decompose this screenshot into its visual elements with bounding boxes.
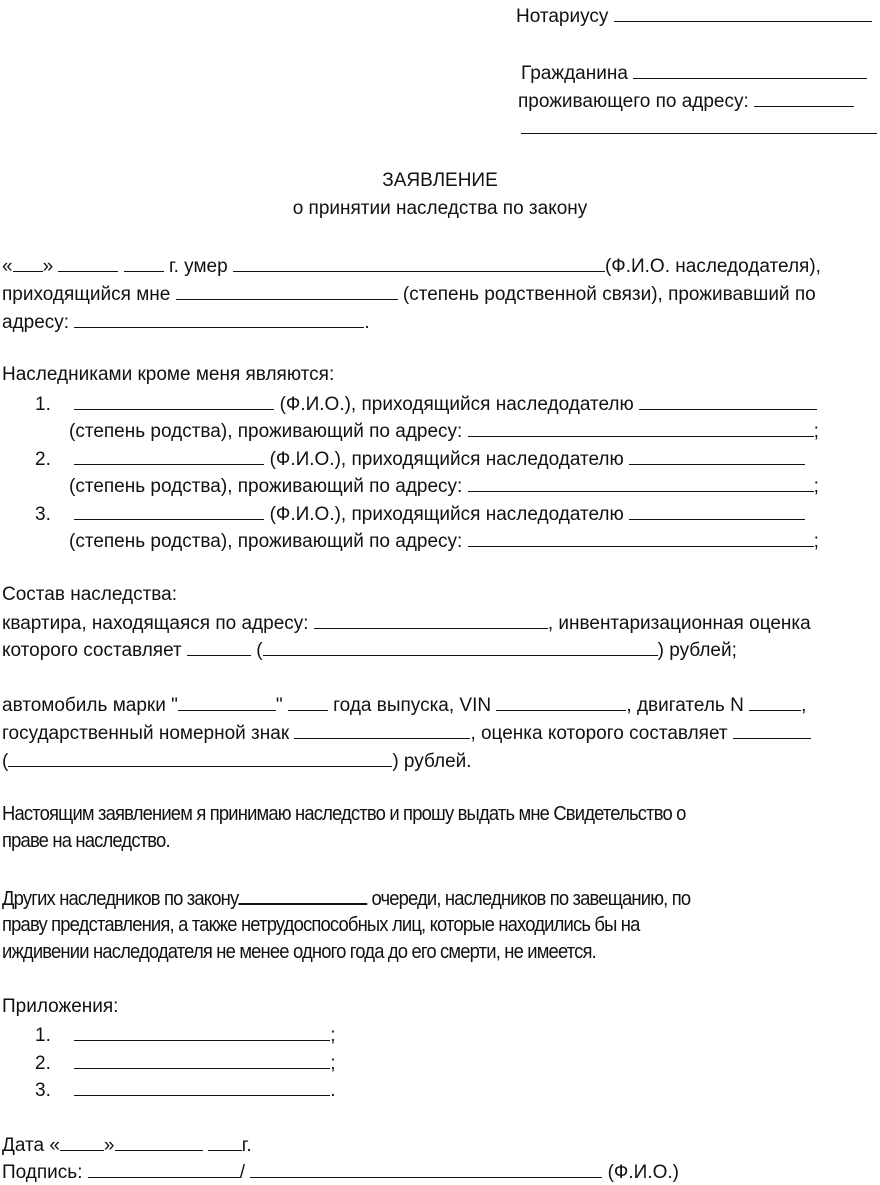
apartment-address-field[interactable] [314, 611, 548, 629]
car-line-2 [2, 721, 811, 743]
estate-heading: Состав наследства: [2, 584, 178, 605]
comma: , [801, 695, 807, 716]
apartment-value-suffix: ) рублей; [657, 640, 737, 661]
attachment-3 [35, 1078, 336, 1100]
car-year-field[interactable] [288, 693, 328, 711]
signer-fio-note: (Ф.И.О.) [607, 1162, 679, 1183]
heir-3-line-2 [69, 529, 819, 551]
relation-note: (степень родственной связи), проживавший по [402, 284, 816, 305]
date-day-field[interactable] [60, 1133, 104, 1151]
semicolon: ; [813, 476, 819, 497]
signature-field[interactable] [88, 1160, 240, 1178]
apartment-value-number-field[interactable] [187, 638, 251, 656]
signature-label: Подпись: [2, 1162, 83, 1183]
car-prefix: автомобиль марки " [2, 695, 178, 716]
car-plate-field[interactable] [294, 721, 470, 739]
heirs-heading: Наследниками кроме меня являются: [2, 364, 335, 385]
others-line-2: праву представления, а также нетрудоспособных лиц, которые находились бы на [2, 914, 640, 936]
car-value-suffix: ) рублей. [392, 751, 472, 772]
list-number: 3. [35, 504, 51, 525]
list-number: 1. [35, 1025, 51, 1046]
apartment-value-words-field[interactable] [263, 638, 658, 656]
quote-close: » [42, 256, 54, 277]
attachments-heading: Приложения: [2, 996, 119, 1017]
death-day-field[interactable] [13, 254, 43, 272]
heir-1-line-2 [69, 419, 819, 441]
year-suffix: г. [241, 1135, 252, 1156]
heir-2-degree-note: (степень родства), проживающий по адресу: [69, 476, 463, 497]
open-paren: ( [256, 640, 263, 661]
heir-3-fio-note: (Ф.И.О.), приходящийся наследодателю [269, 504, 624, 525]
residing-address-field-2[interactable] [521, 116, 877, 134]
heir-1-name-field[interactable] [74, 392, 274, 410]
car-make-field[interactable] [178, 693, 276, 711]
heir-1-fio-note: (Ф.И.О.), приходящийся наследодателю [279, 394, 634, 415]
others-prefix: Других наследников по закону [2, 888, 239, 910]
car-plate-prefix: государственный номерной знак [2, 723, 290, 744]
car-vin-field[interactable] [496, 693, 626, 711]
heir-2-line-2 [69, 474, 819, 496]
car-value-prefix: , оценка которого составляет [470, 723, 728, 744]
intro-line-3 [2, 310, 370, 332]
list-number: 2. [35, 1053, 51, 1074]
residing-address-field[interactable] [754, 89, 854, 107]
car-year-label: года выпуска, VIN [333, 695, 492, 716]
residing-line-2 [521, 116, 877, 138]
heir-2-degree-field[interactable] [629, 447, 805, 465]
attachment-2 [35, 1051, 336, 1073]
list-number: 2. [35, 449, 51, 470]
slash: / [239, 1162, 246, 1183]
death-month-field[interactable] [58, 254, 118, 272]
signer-name-field[interactable] [250, 1160, 602, 1178]
page-title: ЗАЯВЛЕНИЕ [382, 170, 498, 191]
heir-2-name-field[interactable] [74, 447, 264, 465]
heir-1-line-1 [35, 392, 817, 414]
heir-2-line-1 [35, 447, 805, 469]
heir-3-degree-field[interactable] [629, 502, 805, 520]
relation-field[interactable] [176, 282, 398, 300]
semicolon: ; [813, 421, 819, 442]
period: . [330, 1080, 336, 1101]
attachment-1-field[interactable] [74, 1023, 330, 1041]
attachment-2-field[interactable] [74, 1051, 330, 1069]
others-line-1-rest: очереди, наследников по завещанию, по [367, 888, 691, 910]
car-value-number-field[interactable] [733, 721, 811, 739]
relation-prefix: приходящийся мне [2, 284, 171, 305]
residing-label: проживающего по адресу: [518, 91, 749, 112]
car-engine-field[interactable] [749, 693, 801, 711]
quote-close: " [275, 695, 283, 716]
open-paren: ( [2, 751, 9, 772]
semicolon: ; [813, 531, 819, 552]
car-line-1 [2, 693, 806, 715]
heir-1-address-field[interactable] [468, 419, 814, 437]
inheritance-order-field[interactable] [238, 886, 367, 905]
apartment-value-prefix: которого составляет [2, 640, 182, 661]
period: . [364, 312, 370, 333]
date-label: Дата « [2, 1135, 60, 1156]
notary-label: Нотариусу [516, 6, 609, 27]
citizen-label: Гражданина [521, 63, 628, 84]
semicolon: ; [330, 1053, 336, 1074]
quote-open: « [2, 256, 13, 277]
deceased-address-prefix: адресу: [2, 312, 70, 333]
year-suffix: г. умер [169, 256, 228, 277]
citizen-name-field[interactable] [633, 61, 867, 79]
car-line-3 [2, 749, 472, 771]
date-month-field[interactable] [115, 1133, 203, 1151]
deceased-name-field[interactable] [233, 254, 605, 272]
notary-line [516, 4, 872, 26]
list-number: 1. [35, 394, 51, 415]
car-value-words-field[interactable] [8, 749, 392, 767]
apartment-line [2, 611, 811, 633]
heir-2-fio-note: (Ф.И.О.), приходящийся наследодателю [269, 449, 624, 470]
quote-close: » [103, 1135, 115, 1156]
attachment-1 [35, 1023, 336, 1045]
others-line-3: иждивении наследодателя не менее одного года до его смерти, не имеется. [2, 941, 596, 963]
acceptance-line-2: праве на наследство. [2, 830, 170, 852]
attachment-3-field[interactable] [74, 1078, 330, 1096]
semicolon: ; [330, 1025, 336, 1046]
heir-3-address-field[interactable] [468, 529, 814, 547]
heir-1-degree-note: (степень родства), проживающий по адресу: [69, 421, 463, 442]
apartment-value-line [2, 638, 737, 660]
intro-line-2 [2, 282, 816, 304]
list-number: 3. [35, 1080, 51, 1101]
signature-line [2, 1160, 679, 1182]
date-line [2, 1133, 252, 1155]
others-line-1 [2, 886, 690, 908]
heir-3-degree-note: (степень родства), проживающий по адресу: [69, 531, 463, 552]
residing-line [518, 89, 854, 111]
notary-field[interactable] [614, 4, 872, 22]
page-subtitle: о принятии наследства по закону [292, 198, 588, 219]
acceptance-line-1: Настоящим заявлением я принимаю наследство и прошу выдать мне Свидетельство о [2, 803, 686, 825]
heir-3-line-1 [35, 502, 805, 524]
car-engine-label: , двигатель N [626, 695, 744, 716]
citizen-line [521, 61, 867, 83]
apartment-prefix: квартира, находящаяся по адресу: [2, 613, 309, 634]
death-year-field[interactable] [124, 254, 164, 272]
intro-line-1 [2, 254, 821, 276]
apartment-mid: , инвентаризационная оценка [547, 613, 811, 634]
deceased-address-field[interactable] [74, 310, 364, 328]
heir-3-name-field[interactable] [74, 502, 264, 520]
deceased-note: (Ф.И.О. наследодателя), [604, 256, 821, 277]
heir-1-degree-field[interactable] [639, 392, 817, 410]
date-year-field[interactable] [208, 1133, 242, 1151]
heir-2-address-field[interactable] [468, 474, 814, 492]
